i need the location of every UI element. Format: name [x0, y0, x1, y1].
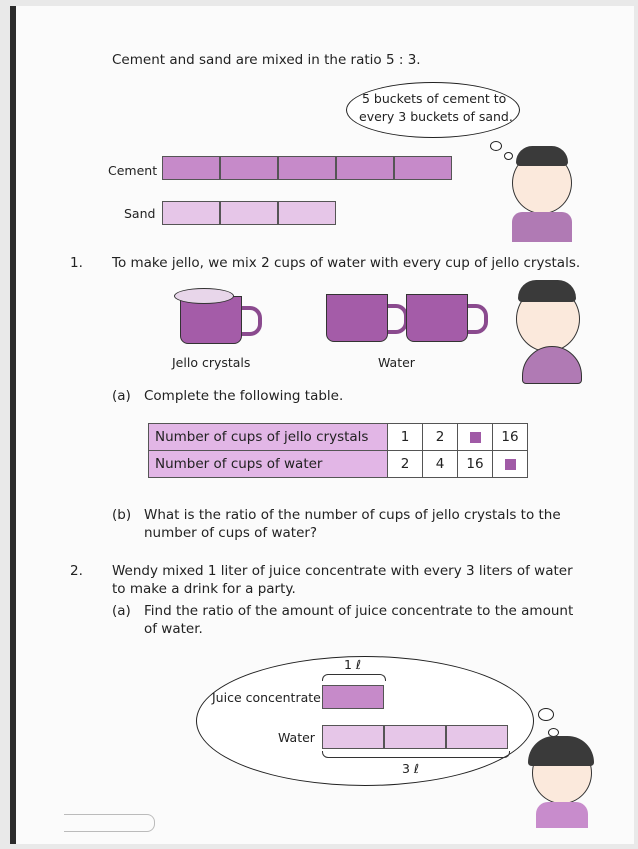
- water-amount-label: 3 ℓ: [402, 761, 420, 776]
- thought-bubble-1: [538, 708, 554, 721]
- juice-concentrate-label: Juice concentrate: [212, 690, 321, 705]
- q2-part-a-line-2: of water.: [144, 621, 203, 637]
- bar-unit: [162, 201, 220, 225]
- cement-label: Cement: [108, 163, 158, 178]
- row-header-jello: Number of cups of jello crystals: [149, 424, 388, 451]
- bar-unit: [322, 725, 384, 749]
- water-brace: [322, 751, 510, 758]
- jello-mold: [522, 346, 582, 384]
- girl-hair: [528, 736, 594, 766]
- table-cell: 2: [423, 424, 458, 451]
- water-bar: [322, 725, 508, 749]
- table-cell: 1: [388, 424, 423, 451]
- q1-part-b-line-2: number of cups of water?: [144, 525, 318, 541]
- water-pitcher-2: [406, 294, 468, 342]
- answer-box-icon: [470, 432, 481, 443]
- juice-brace: [322, 674, 386, 681]
- boy-hair: [516, 146, 568, 166]
- bar-unit: [278, 201, 336, 225]
- jello-ratio-table: [148, 423, 528, 478]
- water-pitcher-1-handle: [388, 304, 408, 334]
- table-row-water: [149, 451, 528, 478]
- q2-part-a-line-1: Find the ratio of the amount of juice concentrate to the amount: [144, 603, 574, 619]
- cement-bar: [162, 156, 452, 180]
- juice-bar: [322, 685, 384, 709]
- q2-line-2: to make a drink for a party.: [112, 581, 296, 597]
- bubble-line-1: 5 buckets of cement to: [362, 91, 507, 106]
- bar-unit: [336, 156, 394, 180]
- bar-unit: [394, 156, 452, 180]
- water-pitcher-1: [326, 294, 388, 342]
- bar-unit: [322, 685, 384, 709]
- sand-bar: [162, 201, 336, 225]
- bubble-line-2: every 3 buckets of sand.: [359, 109, 513, 124]
- q2-line-1: Wendy mixed 1 liter of juice concentrate with every 3 liters of water: [112, 563, 573, 579]
- q2-part-a-label: (a): [112, 603, 131, 619]
- q1-part-a-text: Complete the following table.: [144, 388, 344, 404]
- q2-number: 2.: [70, 563, 83, 579]
- bubble-tail-1: [490, 141, 502, 151]
- q1-part-a-label: (a): [112, 388, 131, 404]
- water-bar-label: Water: [278, 730, 315, 745]
- boy-2-hair: [518, 280, 576, 302]
- bar-unit: [384, 725, 446, 749]
- water-label: Water: [378, 355, 415, 370]
- table-cell-blank[interactable]: [458, 424, 493, 451]
- jello-pitcher-handle: [242, 306, 262, 336]
- q1-number: 1.: [70, 255, 83, 271]
- water-pitcher-2-handle: [468, 304, 488, 334]
- table-cell: 4: [423, 451, 458, 478]
- q1-part-b-label: (b): [112, 507, 132, 523]
- table-cell-blank[interactable]: [493, 451, 528, 478]
- girl-shirt: [536, 802, 588, 828]
- sand-label: Sand: [124, 206, 156, 221]
- q1-part-b-line-1: What is the ratio of the number of cups of jello crystals to the: [144, 507, 561, 523]
- bubble-tail-2: [504, 152, 513, 160]
- bar-unit: [446, 725, 508, 749]
- table-cell: 2: [388, 451, 423, 478]
- jello-crystals-top: [174, 288, 234, 304]
- workbook-page: [10, 6, 634, 844]
- intro-ratio-text: Cement and sand are mixed in the ratio 5 : 3.: [112, 52, 421, 68]
- boy-shirt: [512, 212, 572, 242]
- bar-unit: [278, 156, 336, 180]
- bar-unit: [162, 156, 220, 180]
- juice-amount-label: 1 ℓ: [344, 657, 362, 672]
- row-header-water: Number of cups of water: [149, 451, 388, 478]
- table-cell: 16: [458, 451, 493, 478]
- table-row-jello: [149, 424, 528, 451]
- q1-text: To make jello, we mix 2 cups of water with every cup of jello crystals.: [112, 255, 581, 271]
- page-footer-tab: [64, 814, 155, 832]
- jello-crystals-label: Jello crystals: [172, 355, 251, 370]
- table-cell: 16: [493, 424, 528, 451]
- answer-box-icon: [505, 459, 516, 470]
- bar-unit: [220, 156, 278, 180]
- bar-unit: [220, 201, 278, 225]
